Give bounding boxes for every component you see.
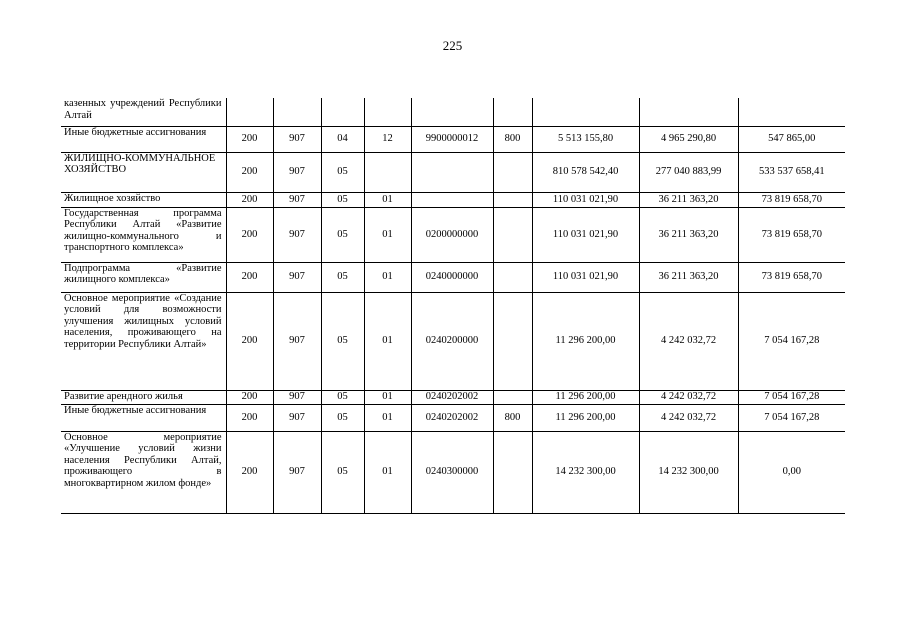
row-name: Иные бюджетные ассигнования: [61, 126, 226, 152]
cell-expense-type: 800: [493, 404, 532, 431]
cell-amount-2: 4 242 032,72: [639, 390, 738, 404]
cell-admin: [226, 98, 273, 126]
cell-amount-1: 810 578 542,40: [532, 152, 639, 192]
cell-amount-1: 110 031 021,90: [532, 207, 639, 262]
page-number: 225: [442, 38, 463, 53]
cell-subsection: 01: [364, 192, 411, 207]
cell-target-article: [411, 152, 493, 192]
cell-subsection: 12: [364, 126, 411, 152]
cell-ministry: 907: [273, 431, 321, 513]
table-row: [61, 152, 845, 192]
row-name: Иные бюджетные ассигнования: [61, 404, 226, 431]
row-name: Государственная программа Республики Алтай «Развитие жилищно-коммунального и транспортного комплекса»: [61, 207, 226, 262]
cell-section: 05: [321, 262, 364, 292]
cell-admin: 200: [226, 262, 273, 292]
row-name: Подпрограмма «Развитие жилищного комплекса»: [61, 262, 226, 292]
cell-amount-1: 14 232 300,00: [532, 431, 639, 513]
cell-amount-1: 5 513 155,80: [532, 126, 639, 152]
cell-target-article: 0240200000: [411, 292, 493, 390]
cell-subsection: 01: [364, 262, 411, 292]
cell-section: 05: [321, 431, 364, 513]
table-row: [61, 292, 845, 390]
cell-expense-type: [493, 207, 532, 262]
cell-admin: 200: [226, 404, 273, 431]
cell-amount-2: [639, 98, 738, 126]
cell-section: 04: [321, 126, 364, 152]
cell-ministry: 907: [273, 207, 321, 262]
cell-amount-1: 11 296 200,00: [532, 404, 639, 431]
row-name: казенных учреждений Республики Алтай: [61, 98, 226, 126]
table-row: [61, 207, 845, 262]
cell-amount-3: 7 054 167,28: [738, 292, 845, 390]
cell-ministry: [273, 98, 321, 126]
cell-admin: 200: [226, 390, 273, 404]
cell-expense-type: [493, 390, 532, 404]
cell-amount-3: 73 819 658,70: [738, 192, 845, 207]
cell-expense-type: [493, 431, 532, 513]
cell-amount-3: 73 819 658,70: [738, 262, 845, 292]
cell-target-article: 0240300000: [411, 431, 493, 513]
cell-amount-2: 4 965 290,80: [639, 126, 738, 152]
row-name: Жилищное хозяйство: [61, 192, 226, 207]
cell-amount-3: 7 054 167,28: [738, 404, 845, 431]
cell-section: 05: [321, 390, 364, 404]
cell-expense-type: [493, 192, 532, 207]
cell-amount-2: 36 211 363,20: [639, 192, 738, 207]
cell-subsection: 01: [364, 431, 411, 513]
cell-target-article: 0240000000: [411, 262, 493, 292]
cell-admin: 200: [226, 292, 273, 390]
cell-expense-type: [493, 292, 532, 390]
cell-admin: 200: [226, 126, 273, 152]
cell-section: 05: [321, 404, 364, 431]
cell-ministry: 907: [273, 404, 321, 431]
cell-amount-3: 73 819 658,70: [738, 207, 845, 262]
cell-subsection: [364, 98, 411, 126]
cell-admin: 200: [226, 207, 273, 262]
table-row: [61, 126, 845, 152]
cell-section: 05: [321, 192, 364, 207]
cell-amount-1: 11 296 200,00: [532, 390, 639, 404]
row-name: Основное мероприятие «Улучшение условий жизни населения Республики Алтай, проживающего в многоквартирном жилом фонде»: [61, 431, 226, 513]
cell-ministry: 907: [273, 126, 321, 152]
row-name: ЖИЛИЩНО-КОММУНАЛЬНОЕ ХОЗЯЙСТВО: [61, 152, 226, 192]
cell-subsection: 01: [364, 292, 411, 390]
cell-amount-2: 4 242 032,72: [639, 404, 738, 431]
cell-ministry: 907: [273, 292, 321, 390]
cell-target-article: [411, 192, 493, 207]
cell-ministry: 907: [273, 152, 321, 192]
cell-admin: 200: [226, 192, 273, 207]
cell-amount-3: [738, 98, 845, 126]
cell-admin: 200: [226, 431, 273, 513]
table-row: [61, 390, 845, 404]
cell-ministry: 907: [273, 390, 321, 404]
cell-amount-2: 14 232 300,00: [639, 431, 738, 513]
cell-section: 05: [321, 152, 364, 192]
table-row: [61, 431, 845, 513]
cell-amount-2: 277 040 883,99: [639, 152, 738, 192]
cell-amount-2: 4 242 032,72: [639, 292, 738, 390]
cell-subsection: 01: [364, 390, 411, 404]
table-row: [61, 262, 845, 292]
row-name: Развитие арендного жилья: [61, 390, 226, 404]
cell-amount-1: 110 031 021,90: [532, 262, 639, 292]
cell-target-article: [411, 98, 493, 126]
cell-subsection: 01: [364, 207, 411, 262]
cell-expense-type: [493, 98, 532, 126]
cell-amount-3: 533 537 658,41: [738, 152, 845, 192]
cell-target-article: 9900000012: [411, 126, 493, 152]
cell-amount-2: 36 211 363,20: [639, 207, 738, 262]
cell-expense-type: 800: [493, 126, 532, 152]
cell-ministry: 907: [273, 262, 321, 292]
cell-amount-3: 547 865,00: [738, 126, 845, 152]
cell-amount-3: 7 054 167,28: [738, 390, 845, 404]
cell-target-article: 0200000000: [411, 207, 493, 262]
cell-target-article: 0240202002: [411, 404, 493, 431]
cell-amount-1: 11 296 200,00: [532, 292, 639, 390]
cell-section: 05: [321, 207, 364, 262]
table-row: [61, 404, 845, 431]
cell-amount-1: [532, 98, 639, 126]
row-name: Основное мероприятие «Создание условий для возможности улучшения жилищных условий населения, проживающего на территории Республики Алтай»: [61, 292, 226, 390]
cell-amount-3: 0,00: [738, 431, 845, 513]
cell-subsection: [364, 152, 411, 192]
cell-expense-type: [493, 262, 532, 292]
cell-target-article: 0240202002: [411, 390, 493, 404]
cell-ministry: 907: [273, 192, 321, 207]
cell-admin: 200: [226, 152, 273, 192]
cell-section: [321, 98, 364, 126]
cell-expense-type: [493, 152, 532, 192]
cell-section: 05: [321, 292, 364, 390]
budget-table: [61, 98, 845, 514]
cell-subsection: 01: [364, 404, 411, 431]
table-row: [61, 98, 845, 126]
table-row: [61, 192, 845, 207]
cell-amount-1: 110 031 021,90: [532, 192, 639, 207]
cell-amount-2: 36 211 363,20: [639, 262, 738, 292]
